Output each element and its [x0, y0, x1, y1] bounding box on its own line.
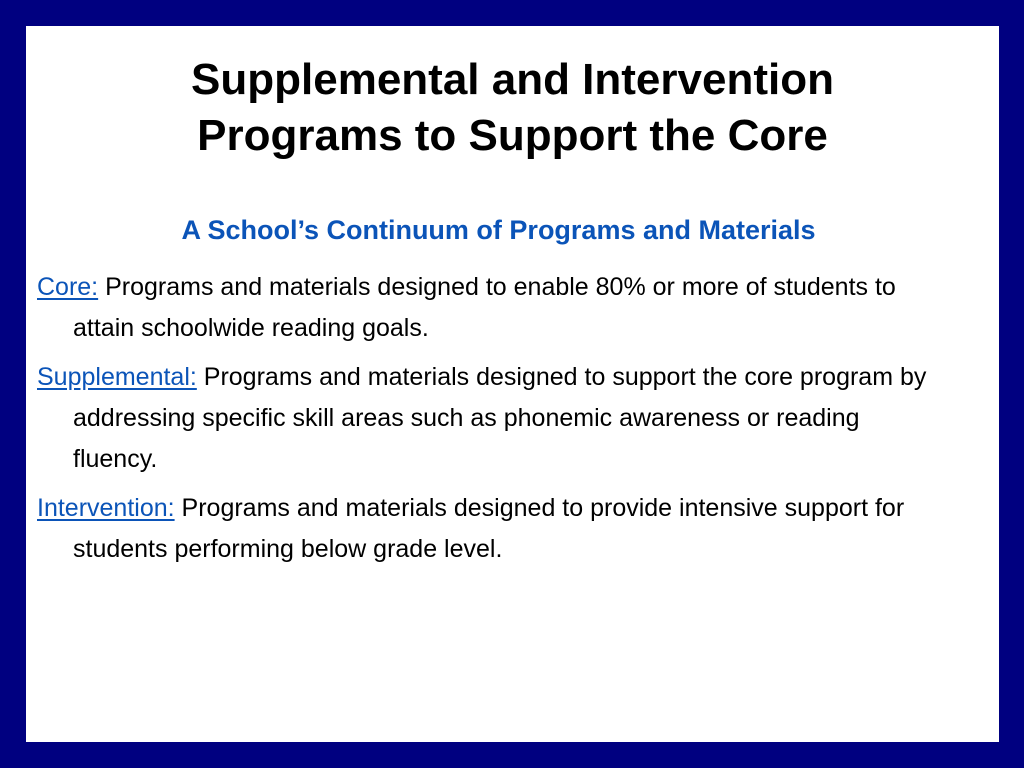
definition-text-supplemental: Programs and materials designed to support the core program by addressing specific skill areas such as phonemic awareness or reading fluency.	[73, 363, 927, 473]
slide-title-line-2: Programs to Support the Core	[197, 111, 828, 160]
definition-core	[37, 267, 937, 349]
definition-list	[37, 267, 937, 578]
slide-title	[26, 52, 999, 164]
definition-intervention	[37, 488, 937, 570]
definition-supplemental	[37, 357, 937, 480]
slide-title-line-1: Supplemental and Intervention	[191, 55, 834, 104]
definition-text-core: Programs and materials designed to enable 80% or more of students to attain schoolwide reading goals.	[73, 273, 896, 342]
definition-term-intervention: Intervention:	[37, 494, 175, 522]
definition-term-core: Core:	[37, 273, 99, 301]
definition-term-supplemental: Supplemental:	[37, 363, 197, 391]
slide-canvas	[26, 26, 999, 742]
definition-text-intervention: Programs and materials designed to provide intensive support for students performing below grade level.	[73, 494, 905, 563]
slide-subtitle: A School’s Continuum of Programs and Materials	[181, 215, 816, 245]
